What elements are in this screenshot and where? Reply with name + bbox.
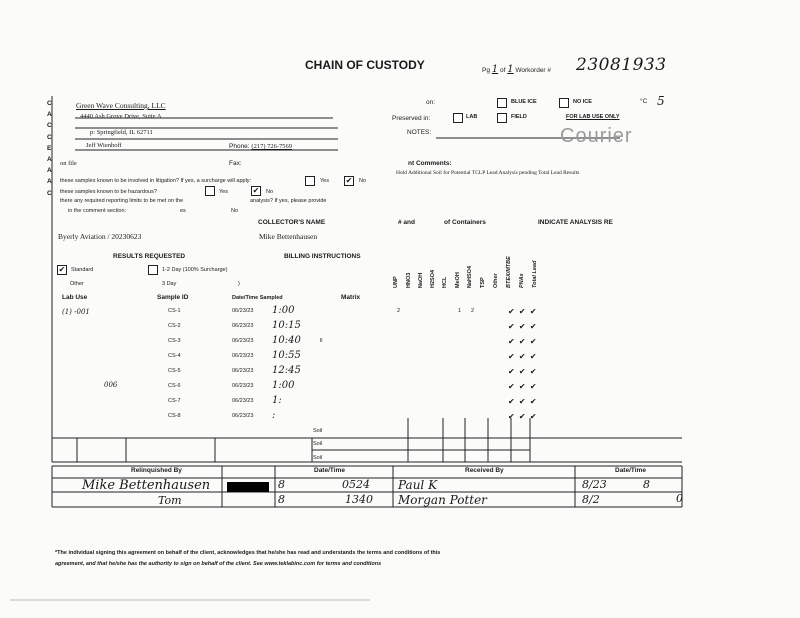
margin-letter: C [47, 189, 52, 197]
margin-letter: C [47, 122, 52, 130]
hazardous-no-checkbox[interactable]: ✔ [252, 186, 260, 195]
sample-date: 06/23/23 [232, 338, 254, 344]
margin-letter: C [47, 133, 52, 141]
sample-analysis-checks: ✔ ✔ ✔ [508, 337, 538, 346]
sample-date: 06/23/23 [232, 383, 254, 389]
margin-letter: A [47, 178, 52, 186]
rel-datetime-label: Date/Time [314, 467, 345, 474]
preservative-header: NaHSO4 [467, 265, 473, 288]
rel-date-1: 8 [278, 478, 285, 491]
comments-label: nt Comments: [408, 160, 452, 167]
hazardous-yes-checkbox[interactable] [205, 186, 215, 196]
received-on-label: on: [426, 99, 436, 106]
question-reporting-limits: there any required reporting limits to be met on the [60, 198, 184, 204]
collector-name: Mike Bettenhausen [259, 232, 318, 241]
margin-letters [47, 98, 55, 199]
client-city: p: Springfield, IL 62711 [90, 129, 153, 136]
phone-field: Phone: (217) 726-7569 [229, 143, 293, 150]
margin-letter: C [47, 100, 52, 107]
project-name: Byerly Aviation / 20230623 [58, 232, 142, 241]
comments-text: Hold Additional Soil for Potential TCLP Lead Analysis pending Total Lead Results [396, 170, 580, 176]
reporting-yes-label: es [180, 208, 186, 214]
received-signature-1: Paul K [398, 478, 438, 492]
received-signature-2: Morgan Potter [398, 493, 487, 507]
sample-time: 1: [272, 395, 282, 406]
sample-date: 06/23/23 [232, 353, 254, 359]
sample-analysis-checks: ✔ ✔ ✔ [508, 307, 538, 316]
sample-count-hcl: 1 [458, 308, 462, 314]
sample-lab-id: (1) -001 [62, 308, 90, 316]
sample-id: CS-8 [168, 413, 181, 419]
soil-row-1: Soil [313, 428, 323, 434]
sample-time: 10:15 [272, 320, 301, 331]
margin-letter: A [47, 156, 52, 164]
rush-label: 1-2 Day (100% Surcharge) [162, 267, 228, 273]
rec-time-2: 0 [676, 492, 683, 505]
rec-datetime-label: Date/Time [615, 467, 646, 474]
sample-id: CS-5 [168, 368, 181, 374]
fax-label: Fax: [229, 160, 242, 167]
preservative-header: PNAs [519, 273, 525, 288]
standard-checkbox[interactable]: ✔ [58, 265, 66, 274]
preservative-header: Total Lead [532, 260, 538, 288]
litigation-no-label: No [359, 178, 367, 184]
preservative-header: H2SO4 [430, 269, 436, 288]
sample-date: 06/23/23 [232, 323, 254, 329]
matrix-mark: ll [320, 338, 323, 344]
footer-line-1: *The individual signing this agreement on behalf of the client, acknowledges that he/she has read and understands the terms and conditions of this [55, 550, 441, 556]
sample-time: 10:40 [272, 335, 301, 346]
client-company: Green Wave Consulting, LLC [76, 101, 166, 110]
sample-analysis-checks: ✔ ✔ ✔ [508, 382, 538, 391]
page-title: CHAIN OF CUSTODY [305, 58, 425, 72]
sample-date: 06/23/23 [232, 398, 254, 404]
redaction-box [227, 482, 269, 492]
analysis-label: INDICATE ANALYSIS RE [538, 219, 613, 226]
rec-date-1: 8/23 [582, 478, 607, 491]
preserved-lab-label: LAB [466, 114, 478, 120]
no-ice-label: NO ICE [573, 99, 592, 105]
workorder-number: 23081933 [576, 55, 667, 75]
preserved-field-label: FIELD [511, 114, 527, 120]
blue-ice-checkbox[interactable] [497, 98, 507, 108]
col-sample-id: Sample ID [157, 294, 189, 301]
page-label: Pg 1 of 1 Workorder # [482, 64, 552, 75]
litigation-yes-checkbox[interactable] [305, 176, 315, 186]
blue-ice-label: BLUE ICE [511, 99, 537, 105]
no-ice-checkbox[interactable] [559, 98, 569, 108]
containers-label: of Containers [444, 219, 486, 226]
sample-id: CS-1 [168, 308, 181, 314]
three-day-paren: ) [238, 281, 240, 287]
temperature-unit: °C [640, 98, 648, 105]
fax-onfile: on file [60, 160, 77, 167]
litigation-no-checkbox[interactable]: ✔ [345, 176, 353, 185]
preserved-field-checkbox[interactable] [497, 113, 507, 123]
col-datetime: Date/Time Sampled [232, 295, 283, 301]
sample-time: 1:00 [272, 380, 295, 391]
sample-date: 06/23/23 [232, 368, 254, 374]
page-total: 1 [507, 64, 514, 75]
soil-row-2: Soil [313, 441, 323, 447]
preservative-header: NaOH [418, 272, 424, 288]
sample-lab-id: 006 [104, 381, 118, 389]
temperature-value: 5 [657, 94, 665, 108]
lab-use-only: FOR LAB USE ONLY [566, 114, 620, 120]
preservative-header: Other [493, 273, 499, 288]
client-contact: Jeff Wienhoff [86, 142, 122, 149]
preservative-header: HNO3 [406, 272, 412, 288]
sample-id: CS-2 [168, 323, 181, 329]
sample-analysis-checks: ✔ ✔ ✔ [508, 397, 538, 406]
hazardous-no-label: No [266, 189, 274, 195]
rush-checkbox[interactable] [148, 265, 158, 275]
sample-time: 10:55 [272, 350, 301, 361]
results-requested-label: RESULTS REQUESTED [113, 253, 186, 260]
sample-date: 06/23/23 [232, 413, 254, 419]
billing-instructions-label: BILLING INSTRUCTIONS [284, 253, 361, 260]
three-day-label: 3 Day [162, 281, 177, 287]
page-number: 1 [491, 64, 499, 75]
sample-analysis-checks: ✔ ✔ ✔ [508, 352, 538, 361]
courier-stamp: Courier [560, 125, 633, 147]
preservative-header: BTEX/MTBE [506, 256, 512, 288]
sample-time: 1:00 [272, 305, 295, 316]
question-reporting-limits-2: analysis? If yes, please provide [250, 198, 327, 204]
sample-id: CS-7 [168, 398, 181, 404]
received-label: Received By [465, 467, 504, 474]
rel-time-2: 1340 [345, 493, 373, 506]
question-litigation: these samples known to be involved in litigation? If yes, a surcharge will apply: [60, 178, 252, 184]
sample-analysis-checks: ✔ ✔ ✔ [508, 322, 538, 331]
notes-label: NOTES: [407, 129, 432, 136]
sample-date: 06/23/23 [232, 308, 254, 314]
question-comment-section: in the comment section: [68, 208, 127, 214]
reporting-no-label: No [231, 208, 239, 214]
preservative-header: TSP [480, 277, 486, 288]
col-matrix: Matrix [341, 294, 361, 301]
sample-time: 12:45 [272, 365, 301, 376]
rel-time-1: 0524 [342, 478, 370, 491]
litigation-yes-label: Yes [320, 178, 329, 184]
preserved-label: Preserved in: [392, 115, 431, 122]
col-lab-use: Lab Use [62, 294, 88, 301]
sample-analysis-checks: ✔ ✔ ✔ [508, 412, 538, 421]
relinquished-signature-2: Tom [158, 494, 182, 507]
standard-label: Standard [71, 267, 94, 273]
footer-line-2: agreement, and that he/she has the authority to sign on behalf of the client. See www.teklabinc.com for terms and conditions [55, 561, 382, 567]
sample-count-unp: 2 [397, 308, 401, 314]
margin-letter: E [47, 144, 52, 152]
sample-time: : [272, 410, 276, 421]
margin-letter: A [47, 167, 52, 175]
collector-label: COLLECTOR'S NAME [258, 219, 326, 226]
preservative-header: UNP [393, 276, 399, 288]
preservative-header: MeOH [455, 272, 461, 288]
other-label: Other [70, 281, 84, 287]
sample-id: CS-6 [168, 383, 181, 389]
preservative-header: HCL [442, 276, 448, 288]
containers-number-label: # and [398, 219, 415, 226]
relinquished-label: Relinquished By [131, 467, 182, 474]
rec-time-1: 8 [643, 478, 650, 491]
sample-analysis-checks: ✔ ✔ ✔ [508, 367, 538, 376]
sample-count-meoh: 2 [471, 308, 475, 314]
soil-row-3: Soil [313, 455, 323, 461]
margin-letter: A [47, 111, 52, 119]
question-hazardous: these samples known to be hazardous? [60, 189, 157, 195]
hazardous-yes-label: Yes [219, 189, 228, 195]
client-address: 4440 Ash Grove Drive, Suite A [80, 113, 162, 120]
rel-date-2: 8 [278, 493, 285, 506]
relinquished-signature-1: Mike Bettenhausen [82, 478, 211, 493]
sample-id: CS-4 [168, 353, 181, 359]
rec-date-2: 8/2 [582, 493, 600, 506]
preserved-lab-checkbox[interactable] [453, 113, 463, 123]
sample-id: CS-3 [168, 338, 181, 344]
